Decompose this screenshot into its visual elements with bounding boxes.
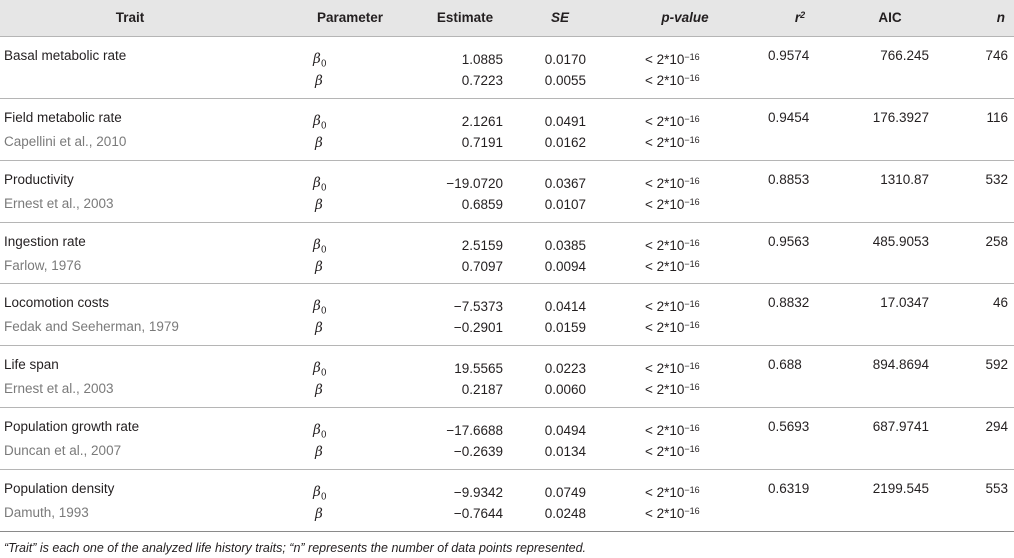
estimate-beta0: −19.0720 bbox=[446, 175, 503, 191]
pvalue-beta0 bbox=[645, 113, 700, 131]
table-footnote: “Trait” is each one of the analyzed life history traits; “n” represents the number of data points represented. bbox=[4, 541, 587, 555]
parameter-beta: β bbox=[315, 73, 323, 89]
pvalue-text: < 2*10 bbox=[645, 113, 685, 129]
pvalue-exponent: −16 bbox=[684, 361, 700, 372]
beta-subscript: 0 bbox=[320, 368, 327, 379]
se-beta: 0.0094 bbox=[544, 258, 586, 274]
table-row bbox=[0, 346, 1014, 408]
pvalue-text: < 2*10 bbox=[645, 299, 685, 315]
n-value: 116 bbox=[986, 109, 1008, 125]
estimate-beta0: −7.5373 bbox=[453, 299, 503, 315]
r2-value: 0.8832 bbox=[768, 295, 810, 311]
parameter-beta: β bbox=[315, 258, 323, 275]
trait-citation: Duncan et al., 2007 bbox=[4, 443, 122, 459]
parameter-beta0 bbox=[313, 50, 327, 74]
trait-name: Ingestion rate bbox=[4, 233, 86, 249]
se-beta0: 0.0414 bbox=[544, 299, 586, 315]
n-value: 592 bbox=[985, 357, 1008, 373]
table-row bbox=[0, 470, 1014, 532]
trait-citation: Fedak and Seeherman, 1979 bbox=[4, 319, 179, 335]
table-row bbox=[0, 37, 1014, 99]
pvalue-exponent: −16 bbox=[684, 505, 700, 516]
beta-symbol: β bbox=[313, 236, 321, 253]
pvalue-beta0 bbox=[645, 360, 700, 378]
pvalue-beta0 bbox=[645, 237, 700, 255]
parameter-beta0 bbox=[313, 483, 327, 507]
table-row bbox=[0, 284, 1014, 346]
beta-symbol: β bbox=[313, 422, 321, 439]
trait-name: Life span bbox=[4, 357, 59, 373]
trait-citation: Farlow, 1976 bbox=[4, 257, 82, 273]
estimate-beta0: −17.6688 bbox=[446, 423, 503, 439]
parameter-beta: β bbox=[315, 444, 323, 461]
pvalue-exponent: −16 bbox=[684, 320, 700, 331]
r2-value: 0.8853 bbox=[768, 171, 810, 187]
trait-name: Productivity bbox=[4, 171, 74, 187]
table-row bbox=[0, 161, 1014, 223]
se-beta0: 0.0367 bbox=[544, 175, 586, 191]
beta-symbol: β bbox=[313, 112, 321, 129]
r2-value: 0.688 bbox=[768, 357, 802, 373]
estimate-beta: 0.2187 bbox=[461, 382, 503, 398]
pvalue-exponent: −16 bbox=[684, 196, 700, 207]
se-beta: 0.0134 bbox=[544, 444, 586, 460]
estimate-beta0: 2.1261 bbox=[461, 113, 503, 129]
pvalue-beta bbox=[645, 505, 700, 523]
aic-value: 894.8694 bbox=[872, 357, 929, 373]
r2-value: 0.6319 bbox=[768, 480, 810, 496]
estimate-beta: 0.6859 bbox=[461, 196, 503, 212]
pvalue-text: < 2*10 bbox=[645, 258, 685, 274]
pvalue-beta0 bbox=[645, 175, 700, 193]
pvalue-beta0 bbox=[645, 422, 700, 440]
se-beta0: 0.0223 bbox=[544, 361, 586, 377]
header-n: n bbox=[996, 10, 1005, 25]
se-beta: 0.0162 bbox=[544, 134, 586, 150]
header-parameter: Parameter bbox=[316, 10, 384, 25]
aic-value: 176.3927 bbox=[872, 109, 929, 125]
pvalue-text: < 2*10 bbox=[645, 237, 685, 253]
trait-name: Basal metabolic rate bbox=[4, 48, 127, 63]
trait-name: Locomotion costs bbox=[4, 295, 110, 311]
se-beta: 0.0055 bbox=[544, 73, 586, 88]
header-trait: Trait bbox=[115, 10, 145, 25]
se-beta: 0.0159 bbox=[544, 320, 586, 336]
beta-subscript: 0 bbox=[320, 307, 327, 318]
pvalue-exponent: −16 bbox=[684, 52, 700, 62]
parameter-beta0 bbox=[313, 112, 327, 136]
parameter-beta: β bbox=[315, 134, 323, 151]
pvalue-exponent: −16 bbox=[684, 484, 700, 495]
pvalue-beta bbox=[645, 134, 700, 152]
pvalue-exponent: −16 bbox=[684, 382, 700, 393]
se-beta: 0.0248 bbox=[544, 505, 586, 521]
pvalue-beta bbox=[645, 258, 700, 276]
beta-symbol: β bbox=[313, 483, 321, 500]
pvalue-text: < 2*10 bbox=[645, 423, 685, 439]
pvalue-text: < 2*10 bbox=[645, 196, 685, 212]
parameter-beta: β bbox=[315, 320, 323, 337]
header-r2-exp: 2 bbox=[800, 10, 806, 20]
parameter-beta0 bbox=[313, 359, 327, 383]
pvalue-text: < 2*10 bbox=[645, 320, 685, 336]
beta-subscript: 0 bbox=[320, 430, 327, 441]
pvalue-exponent: −16 bbox=[684, 299, 700, 310]
trait-citation: Ernest et al., 2003 bbox=[4, 195, 114, 211]
parameter-beta: β bbox=[315, 382, 323, 399]
pvalue-exponent: −16 bbox=[684, 73, 700, 83]
estimate-beta0: −9.9342 bbox=[453, 484, 503, 500]
header-r2 bbox=[780, 9, 820, 27]
parameter-beta0 bbox=[313, 236, 327, 260]
r2-value: 0.9454 bbox=[768, 109, 810, 125]
se-beta0: 0.0749 bbox=[544, 484, 586, 500]
table-row bbox=[0, 408, 1014, 470]
beta-subscript: 0 bbox=[320, 183, 327, 194]
parameter-beta0 bbox=[313, 174, 327, 198]
aic-value: 2199.545 bbox=[872, 480, 929, 496]
r2-value: 0.9563 bbox=[768, 233, 810, 249]
parameter-beta0 bbox=[313, 297, 327, 321]
pvalue-beta0 bbox=[645, 51, 700, 69]
beta-subscript: 0 bbox=[320, 121, 327, 132]
parameter-beta0 bbox=[313, 421, 327, 445]
n-value: 553 bbox=[985, 480, 1008, 496]
estimate-beta: −0.2901 bbox=[453, 320, 503, 336]
beta-symbol: β bbox=[313, 360, 321, 377]
se-beta: 0.0060 bbox=[544, 382, 586, 398]
estimate-beta0: 2.5159 bbox=[461, 237, 503, 253]
se-beta0: 0.0491 bbox=[544, 113, 586, 129]
header-se: SE bbox=[550, 10, 569, 25]
table-row bbox=[0, 223, 1014, 285]
pvalue-text: < 2*10 bbox=[645, 382, 685, 398]
aic-value: 17.0347 bbox=[880, 295, 929, 311]
pvalue-text: < 2*10 bbox=[645, 175, 685, 191]
n-value: 532 bbox=[985, 171, 1008, 187]
aic-value: 1310.87 bbox=[880, 171, 929, 187]
n-value: 294 bbox=[985, 419, 1008, 435]
pvalue-text: < 2*10 bbox=[645, 444, 685, 460]
pvalue-beta bbox=[645, 381, 700, 399]
pvalue-text: < 2*10 bbox=[645, 52, 685, 67]
beta-symbol: β bbox=[313, 51, 321, 67]
pvalue-exponent: −16 bbox=[684, 113, 700, 124]
pvalue-text: < 2*10 bbox=[645, 361, 685, 377]
aic-value: 687.9741 bbox=[872, 419, 929, 435]
estimate-beta: 0.7223 bbox=[461, 73, 503, 88]
n-value: 258 bbox=[985, 233, 1008, 249]
trait-citation: Ernest et al., 2003 bbox=[4, 381, 114, 397]
estimate-beta0: 19.5565 bbox=[454, 361, 503, 377]
r2-value: 0.9574 bbox=[768, 48, 810, 63]
parameter-beta: β bbox=[315, 505, 323, 522]
pvalue-text: < 2*10 bbox=[645, 134, 685, 150]
beta-symbol: β bbox=[313, 174, 321, 191]
n-value: 46 bbox=[992, 295, 1008, 311]
table-header-row bbox=[0, 0, 1014, 37]
header-r2-base: r bbox=[794, 10, 801, 25]
beta-subscript: 0 bbox=[320, 245, 327, 256]
aic-value: 485.9053 bbox=[872, 233, 929, 249]
beta-symbol: β bbox=[313, 298, 321, 315]
trait-name: Field metabolic rate bbox=[4, 109, 122, 125]
pvalue-beta0 bbox=[645, 298, 700, 316]
pvalue-text: < 2*10 bbox=[645, 505, 685, 521]
pvalue-beta bbox=[645, 196, 700, 214]
se-beta0: 0.0170 bbox=[544, 52, 586, 67]
pvalue-exponent: −16 bbox=[684, 423, 700, 434]
trait-name: Population density bbox=[4, 480, 115, 496]
pvalue-beta bbox=[645, 443, 700, 461]
beta-subscript: 0 bbox=[320, 492, 327, 503]
header-aic: AIC bbox=[878, 10, 902, 25]
pvalue-exponent: −16 bbox=[684, 175, 700, 186]
pvalue-text: < 2*10 bbox=[645, 484, 685, 500]
se-beta0: 0.0385 bbox=[544, 237, 586, 253]
parameter-beta: β bbox=[315, 196, 323, 213]
header-estimate: Estimate bbox=[436, 10, 494, 25]
pvalue-exponent: −16 bbox=[684, 237, 700, 248]
trait-citation: Damuth, 1993 bbox=[4, 504, 89, 520]
r2-value: 0.5693 bbox=[768, 419, 810, 435]
table-row bbox=[0, 99, 1014, 161]
estimate-beta0: 1.0885 bbox=[461, 52, 503, 67]
pvalue-beta bbox=[645, 319, 700, 337]
pvalue-text: < 2*10 bbox=[645, 73, 685, 88]
header-pvalue: p-value bbox=[661, 10, 709, 25]
trait-citation: Capellini et al., 2010 bbox=[4, 133, 127, 149]
pvalue-exponent: −16 bbox=[684, 134, 700, 145]
beta-subscript: 0 bbox=[320, 59, 327, 70]
estimate-beta: −0.7644 bbox=[453, 505, 503, 521]
pvalue-exponent: −16 bbox=[684, 258, 700, 269]
estimate-beta: −0.2639 bbox=[453, 444, 503, 460]
pvalue-beta0 bbox=[645, 484, 700, 502]
trait-name: Population growth rate bbox=[4, 419, 140, 435]
se-beta0: 0.0494 bbox=[544, 423, 586, 439]
pvalue-beta bbox=[645, 72, 700, 90]
se-beta: 0.0107 bbox=[544, 196, 586, 212]
n-value: 746 bbox=[985, 48, 1008, 63]
estimate-beta: 0.7191 bbox=[461, 134, 503, 150]
estimate-beta: 0.7097 bbox=[461, 258, 503, 274]
pvalue-exponent: −16 bbox=[684, 444, 700, 455]
aic-value: 766.245 bbox=[880, 48, 929, 63]
